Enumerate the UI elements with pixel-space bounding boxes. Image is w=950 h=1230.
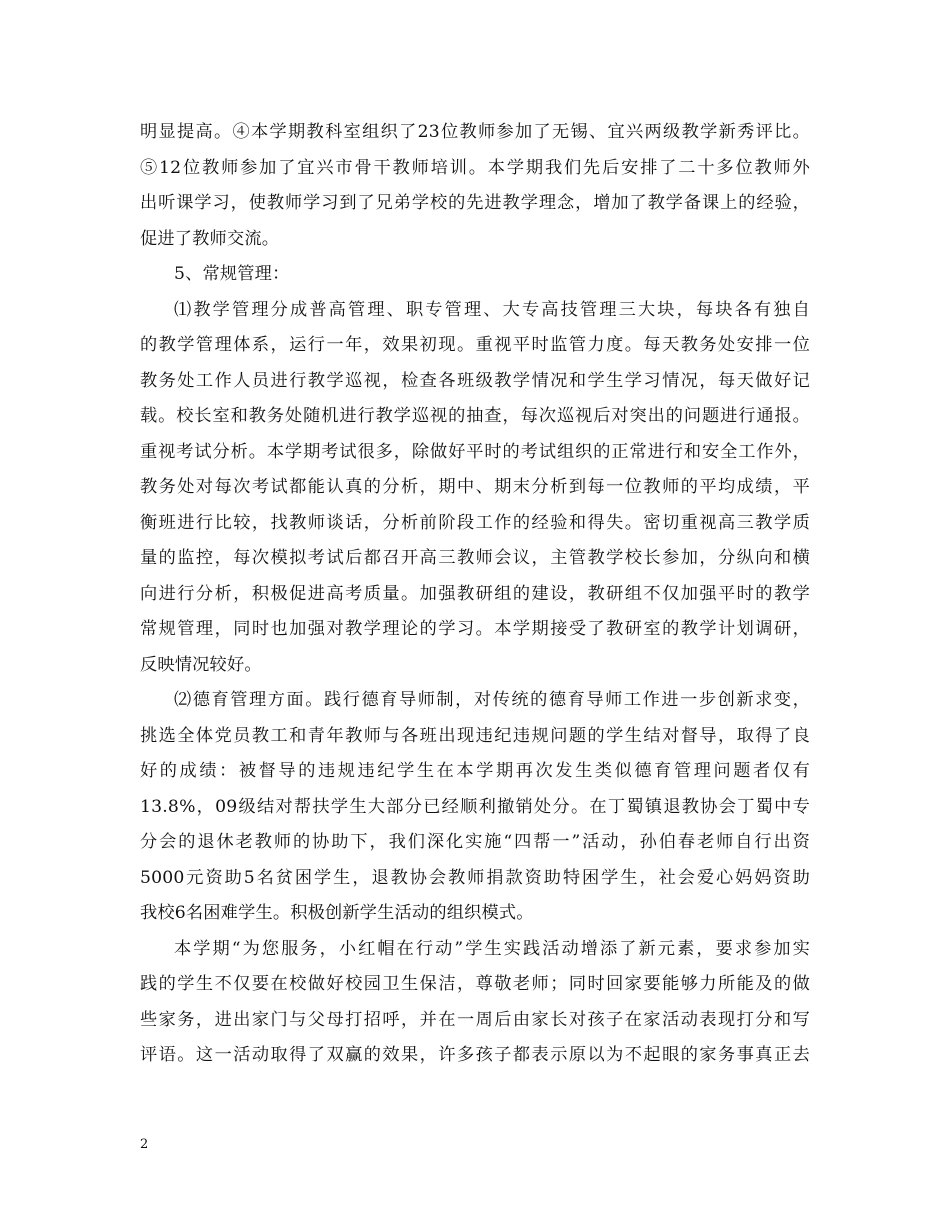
text-line: 些家务，进出家门与父母打招呼，并在一周后由家长对孩子在家活动表现打分和写 xyxy=(140,1009,810,1030)
text-line: 教务处对每次考试都能认真的分析，期中、期末分析到每一位教师的平均成绩，平 xyxy=(140,477,810,497)
text-line: ⑴教学管理分成普高管理、职专管理、大专高技管理三大块，每块各有独自 xyxy=(174,299,810,320)
text-line: 分会的退休老教师的协助下，我们深化实施“四帮一”活动，孙伯春老师自行出资 xyxy=(140,832,810,852)
text-line: 践的学生不仅要在校做好校园卫生保洁，尊敬老师；同时回家要能够力所能及的做 xyxy=(140,974,810,994)
text-line: 我校6名困难学生。积极创新学生活动的组织模式。 xyxy=(140,903,534,923)
text-line: 重视考试分析。本学期考试很多，除做好平时的考试组织的正常进行和安全工作外， xyxy=(140,441,810,462)
text-line: 量的监控，每次模拟考试后都召开高三教师会议，主管教学校长参加，分纵向和横 xyxy=(140,548,810,568)
text-line: 向进行分析，积极促进高考质量。加强教研组的建设，教研组不仅加强平时的教学 xyxy=(140,583,810,604)
text-line: 5、常规管理： xyxy=(174,264,290,284)
text-line: 5000元资助5名贫困学生，退教协会教师捐款资助特困学生，社会爱心妈妈资助 xyxy=(140,867,810,888)
text-line: ⑤12位教师参加了宜兴市骨干教师培训。本学期我们先后安排了二十多位教师外 xyxy=(140,157,810,178)
text-line: 的教学管理体系，运行一年，效果初现。重视平时监管力度。每天教务处安排一位 xyxy=(140,335,810,355)
text-line: 出听课学习，使教师学习到了兄弟学校的先进教学理念，增加了教学备课上的经验， xyxy=(140,193,810,213)
text-line: 衡班进行比较，找教师谈话，分析前阶段工作的经验和得失。密切重视高三教学质 xyxy=(140,512,810,533)
text-line: 13.8%，09级结对帮扶学生大部分已经顺利撤销处分。在丁蜀镇退教协会丁蜀中专 xyxy=(140,796,810,817)
text-line: 评语。这一活动取得了双赢的效果，许多孩子都表示原以为不起眼的家务事真正去 xyxy=(140,1045,810,1065)
text-line: 常规管理，同时也加强对教学理论的学习。本学期接受了教研室的教学计划调研， xyxy=(140,619,810,639)
text-line: 促进了教师交流。 xyxy=(140,228,280,249)
page-number: 2 xyxy=(140,1137,149,1152)
text-line: 明显提高。④本学期教科室组织了23位教师参加了无锡、宜兴两级教学新秀评比。 xyxy=(140,122,810,142)
text-line: 本学期“为您服务，小红帽在行动”学生实践活动增添了新元素，要求参加实 xyxy=(174,938,810,959)
document-body xyxy=(140,115,810,1074)
text-line: 好的成绩：被督导的违规违纪学生在本学期再次发生类似德育管理问题者仅有 xyxy=(140,761,810,781)
text-line: 反映情况较好。 xyxy=(140,654,262,675)
text-line: ⑵德育管理方面。践行德育导师制，对传统的德育导师工作进一步创新求变， xyxy=(174,690,810,710)
text-line: 挑选全体党员教工和青年教师与各班出现违纪违规问题的学生结对督导，取得了良 xyxy=(140,725,810,746)
text-line: 载。校长室和教务处随机进行教学巡视的抽查，每次巡视后对突出的问题进行通报。 xyxy=(140,406,810,426)
text-line: 教务处工作人员进行教学巡视，检查各班级教学情况和学生学习情况，每天做好记 xyxy=(140,370,810,391)
